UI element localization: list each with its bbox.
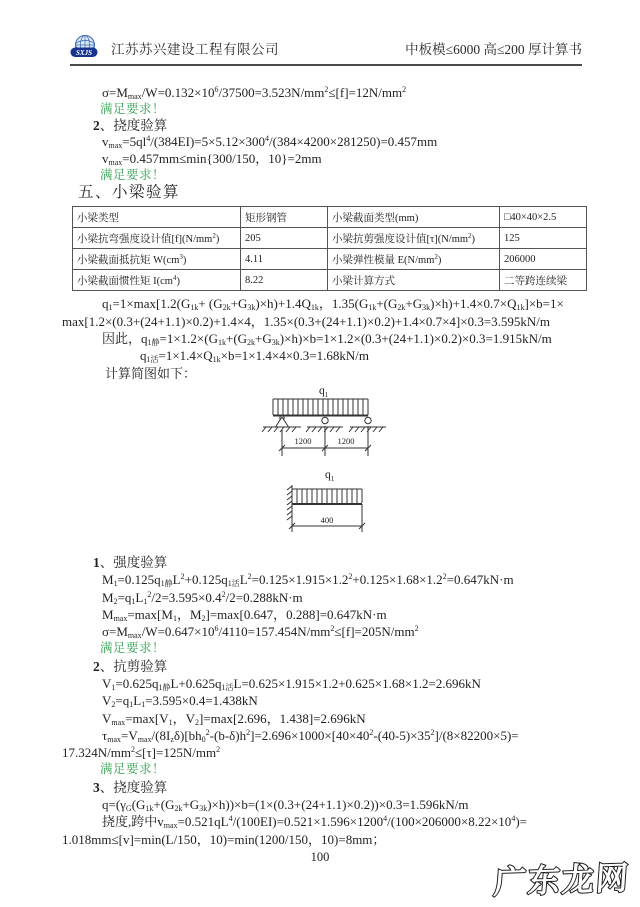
formula-line: $\sigma=M_{max}/W=0.132\times 10^6/37500=3.523N/mm^2\le[f]=12N/mm^2$ — [102, 85, 407, 101]
table-value-cell: 矩形钢管 — [241, 207, 328, 228]
table-row — [73, 249, 587, 270]
beam-parameters-table — [72, 206, 587, 291]
section-heading: 五、小梁验算 — [78, 184, 181, 202]
table-value-cell: 205 — [241, 228, 328, 249]
formula-line: 因此，$q_{1静}=1\times 1.2\times(G_{1k}+(G_{2k}+G_{3k})\times h)\times b=1\times 1.2\times(0.3+(24+1.1)\times 0.2)\times 0.3=1.915kN/m$ — [102, 331, 552, 348]
table-value-cell: 二等跨连续梁 — [500, 270, 587, 291]
top-formula-block — [62, 85, 592, 203]
table-row — [73, 228, 587, 249]
subsection-heading: 3、挠度验算 — [93, 779, 168, 795]
table-label-cell: 小梁计算方式 — [328, 270, 500, 291]
span-dimension: 400 — [320, 514, 334, 525]
table-row — [73, 207, 587, 228]
logo-text: SXJS — [76, 49, 92, 57]
roller-support-icon — [365, 417, 371, 423]
formula-line: $\tau_{max}=V_{max}/(8I_z\delta)[bh_0^2-(b-\delta)h^2]=2.696\times 1000\times[40\times 40^2-(40-5)\times 35^2]/(8\times 82200\times 5)=$ — [102, 727, 519, 744]
table-value-cell: 206000 — [500, 249, 587, 270]
page-header — [70, 32, 582, 66]
site-watermark: 广东龙网 — [492, 858, 632, 902]
distributed-load-label: $q_1$ — [325, 468, 335, 483]
subsection-heading: 2、抗剪验算 — [93, 658, 168, 674]
table-row — [73, 270, 587, 291]
formula-line: $q=(\gamma_G(G_{1k}+(G_{2k}+G_{3k})\times h))\times b=(1\times(0.3+(24+1.1)\times 0.2))\times 0.3=1.596kN/m$ — [102, 797, 469, 814]
subsection-heading: 2、挠度验算 — [93, 117, 168, 133]
formula-line: $v_{max}=0.457mm\le\min\{300/150$，10}=2mm — [102, 150, 322, 167]
ground-hatching — [262, 427, 386, 432]
formula-line: $17.324N/mm^2\le[\tau]=125N/mm^2$ — [62, 745, 221, 761]
strength-check-block — [62, 554, 592, 848]
table-value-cell: 8.22 — [241, 270, 328, 291]
table-label-cell: 小梁类型 — [73, 207, 241, 228]
table-label-cell: 小梁抗剪强度设计值$[\tau](N/mm^2)$ — [328, 228, 500, 249]
distributed-load-arrows — [292, 489, 362, 503]
two-span-continuous-beam-diagram — [255, 382, 425, 462]
formula-line: $V_1=0.625q_{1静}L+0.625q_{1活}L=0.625\times 1.915\times 1.2+0.625\times 1.68\times 1.2=2.696kN$ — [102, 676, 481, 692]
check-passed-note: 满足要求！ — [100, 641, 166, 656]
span-dimension: 1200 — [337, 435, 355, 446]
subsection-heading: 1、强度验算 — [93, 554, 168, 570]
table-label-cell: 小梁抗弯强度设计值$[f](N/mm^2)$ — [73, 228, 241, 249]
span-dimension: 1200 — [294, 435, 312, 446]
wall-hatching — [287, 486, 292, 520]
distributed-load-label: $q_1$ — [319, 384, 329, 399]
roller-support-icon — [322, 417, 328, 423]
formula-line: $q_1=1\times\max[1.2(G_{1k}+ (G_{2k}+G_{3k})\times h)+1.4Q_{1k}$，$1.35(G_{1k}+(G_{2k}+G_{3k})\times h)+1.4\times 0.7\times Q_{1k}]\times b=1\times$ — [102, 296, 564, 313]
formula-line: 1.018mm≤[v]=min(L/150，10)=min(1200/150，10)=8mm； — [62, 831, 386, 847]
calculation-diagrams — [62, 382, 592, 554]
formula-line: $M_2=q_1L_1^2/2=3.595\times 0.4^2/2=0.288kN\cdot m$ — [102, 589, 303, 606]
table-label-cell: 小梁截面惯性矩 $I(cm^4)$ — [73, 270, 241, 291]
formula-line: 挠度,跨中$v_{max}=0.521qL^4/(100EI)=0.521\times 1.596\times 1200^4/(100\times 206000\times 8.22\times 10^4)=$ — [102, 814, 527, 831]
formula-line: $V_{max}=\max[V_1$，$V_2]=\max[2.696$，1.438]=2.696kN — [102, 710, 366, 727]
formula-line: $\sigma=M_{max}/W=0.647\times 10^6/4110=157.454N/mm^2\le[f]=205N/mm^2$ — [102, 624, 419, 641]
formula-line: $q_{1活}=1\times 1.4\times Q_{1k}\times b=1\times 1.4\times 4\times 0.3=1.68kN/m$ — [140, 348, 369, 365]
check-passed-note: 满足要求！ — [100, 102, 166, 117]
table-label-cell: 小梁截面类型(mm) — [328, 207, 500, 228]
company-name: 江苏苏兴建设工程有限公司 — [111, 42, 279, 57]
table-value-cell: 4.11 — [241, 249, 328, 270]
check-passed-note: 满足要求！ — [100, 762, 166, 777]
table-value-cell: 125 — [500, 228, 587, 249]
formula-line: $v_{max}=5ql^4/(384EI)=5\times 5.12\times 300^4/(384\times 4200\times 281250)=0.457mm$ — [102, 134, 438, 151]
check-passed-note: 满足要求！ — [100, 168, 166, 183]
document-body — [62, 85, 592, 848]
distributed-load-arrows — [273, 399, 368, 415]
formula-line: $V_2=q_1L_1=3.595\times 0.4=1.438kN$ — [102, 693, 258, 710]
formula-line: max[1.2×(0.3+(24+1.1)×0.2)+1.4×4，1.35×(0.3+(24+1.1)×0.2)+1.4×0.7×4]×0.3=3.595kN/m — [62, 313, 551, 329]
formula-line: $M_1=0.125q_{1静}L^2+0.125q_{1活}L^2=0.125\times 1.915\times 1.2^2+0.125\times 1.68\times 1.2^2=0.647kN\cdot m$ — [102, 572, 514, 589]
cantilever-beam-diagram — [284, 467, 384, 542]
table-label-cell: 小梁弹性模量 $E(N/mm^2)$ — [328, 249, 500, 270]
page-number: 100 — [310, 850, 330, 864]
company-logo-icon — [70, 34, 106, 62]
load-calculation-block — [62, 295, 592, 381]
document-title: 中板模≤6000 高≤200 厚计算书 — [405, 42, 582, 57]
table-value-cell: □40×40×2.5 — [500, 207, 587, 228]
formula-line: 计算简图如下： — [105, 365, 197, 381]
formula-line: $M_{max}=\max[M_1$，$M_2]=\max[0.647$，0.288]=0.647kN·m — [102, 606, 387, 623]
table-label-cell: 小梁截面抵抗矩 $W(cm^3)$ — [73, 249, 241, 270]
